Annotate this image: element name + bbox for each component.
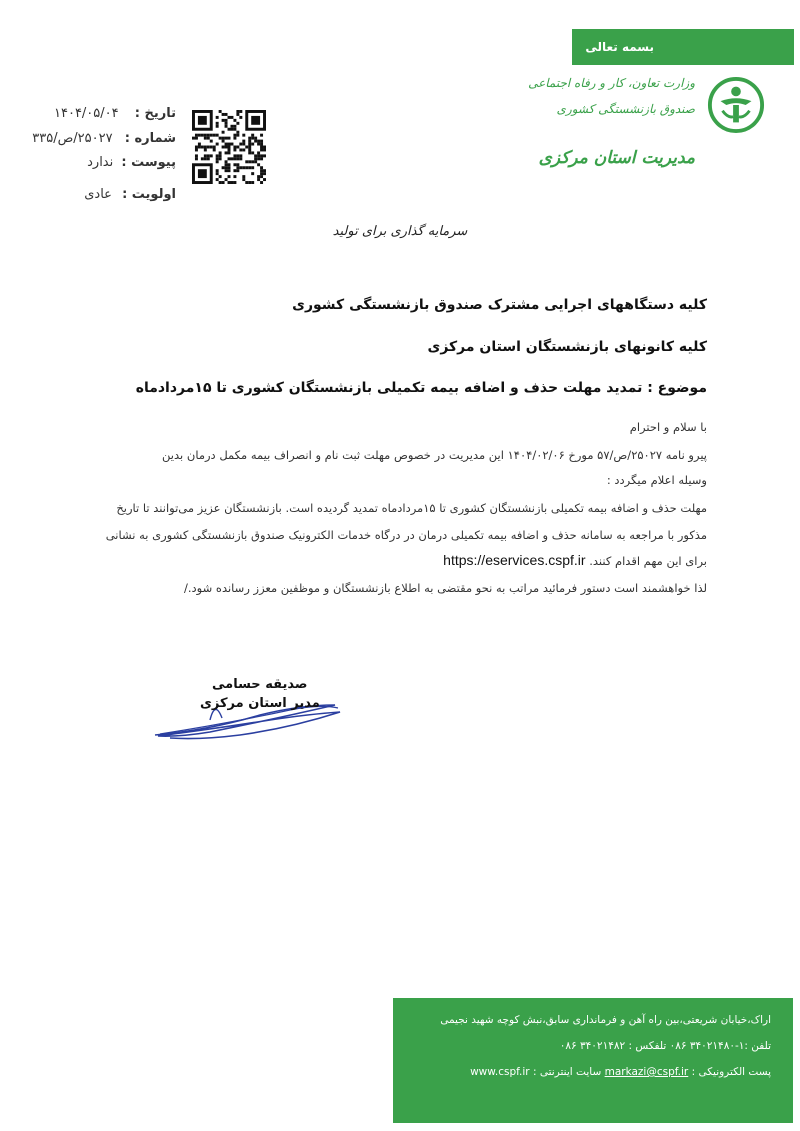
meta-priority xyxy=(84,187,176,202)
email-label: پست الکترونیکی : xyxy=(691,1066,771,1078)
letter-subject: موضوع : تمدید مهلت حذف و اضافه بیمه تکمیلی بازنشستگان کشوری تا ۱۵مردادماه xyxy=(135,380,707,396)
footer-address: اراک،خیابان شریعتی،بین راه آهن و فرمانداری سابق،نبش کوچه شهید نجیمی xyxy=(440,1014,771,1026)
priority-value: عادی xyxy=(84,187,112,202)
eservices-link[interactable]: https://eservices.cspf.ir xyxy=(443,552,586,568)
attachment-value: ندارد xyxy=(87,155,114,170)
paragraph-2-line-2: مذکور با مراجعه به سامانه حذف و اضافه بیمه تکمیلی درمان در درگاه خدمات الکترونیک صندوق بازنشستگی کشوری به نشانی xyxy=(105,528,707,542)
paragraph-1-line-2: وسیله اعلام میگردد : xyxy=(606,473,707,487)
signatory-name: صدیقه حسامی xyxy=(212,677,308,692)
meta-attachment xyxy=(80,155,176,170)
slogan: سرمایه گذاری برای تولید xyxy=(332,224,468,239)
attachment-label: پیوست : xyxy=(121,155,176,170)
paragraph-2-rest: برای این مهم اقدام کنند. xyxy=(589,554,707,568)
header-banner xyxy=(572,29,794,65)
footer-phone: تلفن :۱-۳۴۰۲۱۴۸۰ ۰۸۶ تلفکس : ۳۴۰۲۱۴۸۲ ۰۸۶ xyxy=(559,1040,771,1052)
organization-logo xyxy=(528,70,765,185)
number-label: شماره : xyxy=(124,131,176,146)
greeting: با سلام و احترام xyxy=(629,420,707,434)
fund-emblem-icon xyxy=(707,76,765,134)
paragraph-3: لذا خواهشمند است دستور فرمائید مراتب به نحو مقتضی به اطلاع بازنشستگان و موظفین معزز رسانده شود./ xyxy=(184,581,707,595)
recipient-line-1: کلیه دستگاههای اجرایی مشترک صندوق بازنشستگی کشوری xyxy=(292,297,707,313)
site-label: سایت اینترنتی : xyxy=(532,1066,602,1078)
meta-date xyxy=(50,106,176,121)
number-value: ۲۵۰۲۷/ص/۳۳۵ xyxy=(32,131,113,146)
department-name: مدیریت استان مرکزی xyxy=(538,148,695,168)
recipient-line-2: کلیه کانونهای بازنشستگان استان مرکزی xyxy=(427,339,707,355)
fund-name: صندوق بازنشستگی کشوری xyxy=(556,102,695,116)
signatory-title: مدیر استان مرکزی xyxy=(200,696,320,711)
banner-text: بسمه تعالی xyxy=(585,40,654,54)
paragraph-2-line-3 xyxy=(443,552,707,568)
paragraph-2-line-1: مهلت حذف و اضافه بیمه تکمیلی بازنشستگان کشوری تا ۱۵مردادماه تمدید گردیده است. بازنشستگان عزیز می‌توانند تا تاریخ xyxy=(116,501,707,515)
date-value: ۱۴۰۴/۰۵/۰۴ xyxy=(54,106,119,121)
paragraph-1-line-1: پیرو نامه ۲۵۰۲۷/ص/۵۷ مورخ ۱۴۰۴/۰۲/۰۶ این مدیریت در خصوص مهلت ثبت نام و انصراف بیمه مکمل درمان بدین xyxy=(162,448,707,462)
date-label: تاریخ : xyxy=(134,106,176,121)
email-link[interactable]: markazi@cspf.ir xyxy=(604,1066,689,1078)
qr-code-icon xyxy=(192,110,266,184)
footer-web xyxy=(470,1066,771,1078)
footer-contact xyxy=(393,998,793,1123)
ministry-name: وزارت تعاون، کار و رفاه اجتماعی xyxy=(528,76,695,90)
priority-label: اولویت : xyxy=(122,187,176,202)
meta-number xyxy=(33,131,176,146)
site-link[interactable]: www.cspf.ir xyxy=(470,1066,530,1078)
